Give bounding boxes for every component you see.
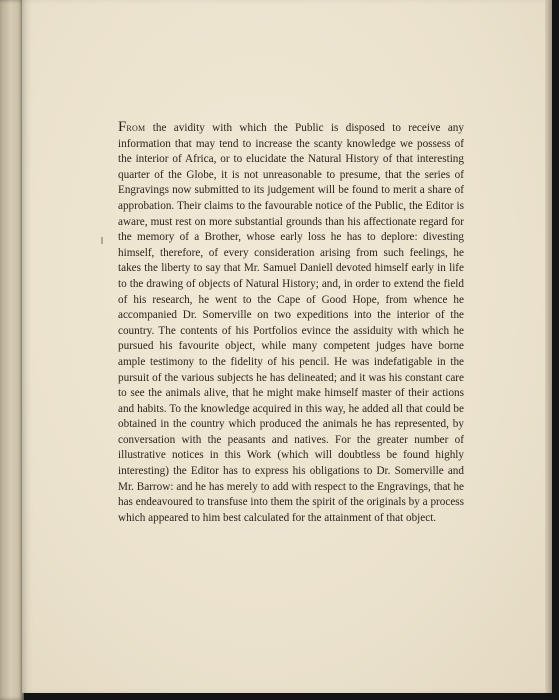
left-page-edge [0, 0, 24, 700]
first-word-smallcaps: rom [126, 122, 146, 134]
book-page [22, 0, 552, 693]
margin-mark [101, 237, 103, 244]
preface-paragraph [118, 120, 464, 526]
paragraph-body: the avidity with which the Public is disposed to receive any information that may tend to increase the scanty knowledge we possess of the interior of Africa, or to elucidate the Natural History of that interesting quarter of the Globe, it is not unreasonable to presume, that the series of Engravings now submitted to its judgement will be found to merit a share of approbation. Their claims to the favourable notice of the Public, the Editor is aware, must rest on more substantial grounds than his affectionate regard for the memory of a Brother, whose early loss he has to deplore: divesting himself, therefore, of every consideration arising from such feelings, he takes the liberty to say that Mr. Samuel Daniell devoted himself early in life to the drawing of objects of Natural History; and, in order to extend the field of his research, he went to the Cape of Good Hope, from whence he accompanied Dr. Somerville on two expeditions into the interior of the country. The contents of his Portfolios evince the assiduity with which he pursued his favourite object, while many competent judges have borne ample testimony to the fidelity of his pencil. He was indefatigable in the pursuit of the various subjects he has delineated; and it was his constant care to see the animals alive, that he might make himself master of their actions and habits. To the knowledge acquired in this way, he added all that could be obtained in the country which produced the animals he has represented, by conversation with the peasants and natives. For the greater number of illustrative notices in this Work (which will doubtless be found highly interesting) the Editor has to express his obligations to Dr. Somerville and Mr. Barrow: and he has merely to add with respect to the Engravings, that he has endeavoured to transfuse into them the spirit of the originals by a process which appeared to him best calculated for the attainment of that object. [118, 122, 464, 524]
page-right-edge [545, 0, 552, 693]
initial-capital: F [118, 119, 127, 135]
